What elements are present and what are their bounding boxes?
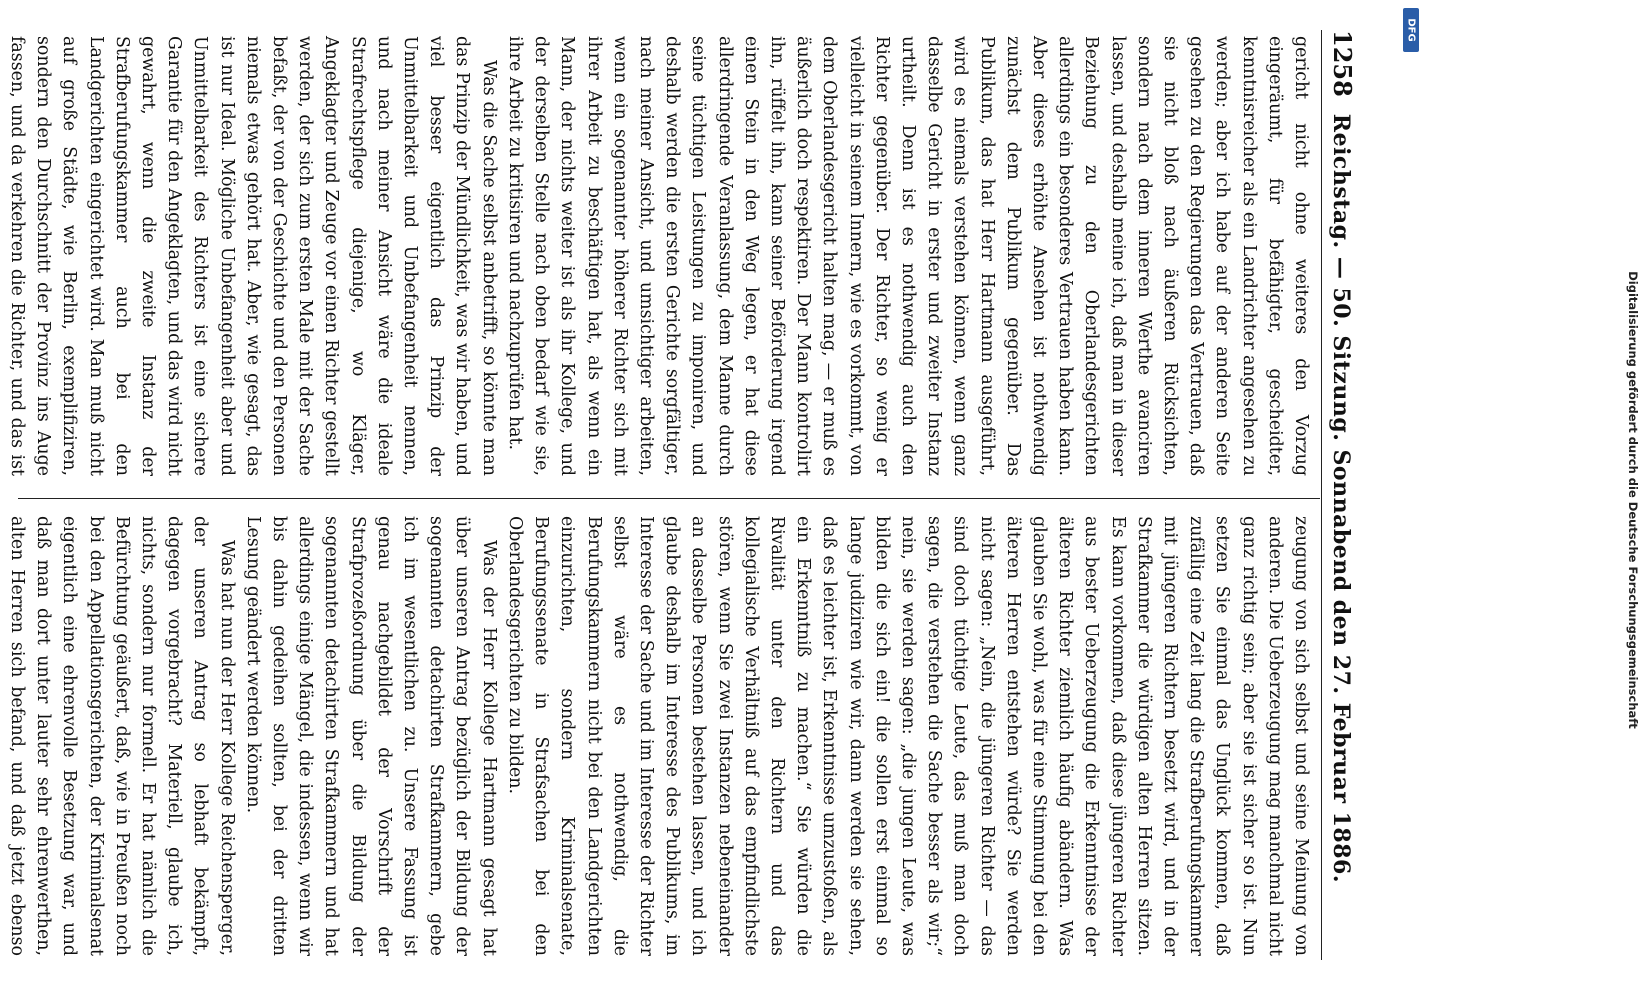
left-paragraph-2: Was die Sache selbst anbetrifft, so könnte man das Prinzip der Mündlichkeit, was wir haben, und viel besser eigentlich das Prinzip der Unmittelbarkeit und Unbefangenheit nennen, und nach meiner Ansicht wäre die ideale Strafrechtspflege diejenige, wo Kläger, Angeklagter und Zeuge vor einen Richter gestellt werden, der sich zum ersten Male mit der Sache befaßt, der von der Geschichte und den Personen niemals etwas gehört hat. Aber, wie gesagt, das ist nur Ideal. Mögliche Unbefangenheit aber und Unmittelbarkeit des Richters ist eine sichere Garantie für den Angeklagten, und das wird nicht gewahrt, wenn die zweite Instanz der Strafberufungskammer auch bei den Landgerichten eingerichtet wird. Man muß nicht auf große Städte, wie Berlin, exemplifiziren, sondern den Durchschnitt der Provinz ins Auge fassen, und da verkehren die Richter, und das ist [7, 36, 499, 476]
dfg-logo [1403, 8, 1419, 52]
digitization-credit [1390, 0, 1640, 1000]
page-header [1321, 30, 1368, 960]
right-paragraph-1: zeugung von sich selbst und seine Meinung von anderen. Die Ueberzeugung mag manchmal nicht ganz richtig sein; aber sie ist sicher so ist. Nun setzen Sie einmal das Unglück kommen, daß zufällig eine Zeit lang die Strafberufungskammer mit jüngeren Richtern besetzt wird, und in der Strafkammer die würdigen alten Herren sitzen. Es kann vorkommen, daß diese jüngeren Richter aus bester Ueberzeugung die Erkenntnisse der älteren Richter ziemlich häufig abändern. Was glauben Sie wohl, was für eine Stimmung bei den älteren Herren entstehen würde? Sie werden nicht sagen: „Nein, die jüngeren Richter — das sind doch tüchtige Leute, das muß man doch sagen, die verstehen die Sache besser als wir;“ nein, sie werden sagen: „die jungen Leute, was bilden die sich ein! die sollen erst einmal so lange judiziren wie wir, dann werden sie sehen, daß es leichter ist, Erkenntnisse umzustoßen, als ein Erkenntniß zu machen.“ Sie würden die Rivalität unter den Richtern und das kollegialische Verhältniß auf das empfindlichste stören, wenn Sie zwei Instanzen nebeneinander an dasselbe Personen bestehen lassen, und ich glaube deshalb im Interesse des Publikums, im Interesse der Sache und im Interesse der Richter selbst wäre es nothwendig, die Berufungskammern nicht bei den Landgerichten einzurichten, sondern Kriminalsenate, Berufungssenate in Strafsachen bei den Oberlandesgerichten zu bilden. [504, 516, 1311, 956]
dfg-logo-text: DFG [1405, 18, 1417, 42]
column-divider [18, 498, 1320, 499]
running-title: Reichstag. — 50. Sitzung. Sonnabend den 27. Februar 1886. [1328, 113, 1354, 883]
right-paragraph-2: Was der Herr Kollege Hartmann gesagt hat über unseren Antrag bezüglich der Bildung der sogenannten detachirten Strafkammern, gebe ich im wesentlichen zu. Unsere Fassung ist genau nachgebildet der Vorschrift der Strafprozeßordnung über die Bildung der sogenannten detachirten Strafkammern und hat allerdings einige Mängel, die indessen, wenn wir bis dahin gedeihen sollten, bei der dritten Lesung geändert werden können. [242, 516, 499, 956]
page-number: 1258 [1328, 30, 1357, 97]
digitization-credit-text: Digitalisierung gefördert durch die Deutsche Forschungsgemeinschaft [1625, 271, 1640, 729]
right-column [7, 516, 1314, 956]
right-paragraph-3: Was hat nun der Herr Kollege Reichensperger, der unseren Antrag so lebhaft bekämpft, dagegen vorgebracht? Materiell, glaube ich, nichts, sondern nur formell. Er hat nämlich die Befürchtung geäußert, daß, wie in Preußen noch bei den Appellationsgerichten, der Kriminalsenat eigentlich eine ehrenvolle Besetzung war, und daß man dort unter lauter sehr ehrenwerthen, alten Herren sich befand, und daß jetzt ebenso [7, 516, 237, 956]
left-column [7, 36, 1314, 476]
left-paragraph-1: gericht nicht ohne weiteres den Vorzug eingeräumt, für befähigter, gescheidter, kenntnisreicher als ein Landrichter angesehen zu werden; aber ich habe auf der anderen Seite gesehen zu den Regierungen das Vertrauen, daß sie nicht bloß nach äußeren Rücksichten, sondern nach dem inneren Werthe avanciren lassen, und deshalb meine ich, daß man in dieser Beziehung zu den Oberlandesgerichten allerdings ein besonderes Vertrauen haben kann. Aber dieses erhöhte Ansehen ist nothwendig zunächst dem Publikum gegenüber. Das Publikum, das hat Herr Hartmann ausgeführt, wird es niemals verstehen können, wenn ganz dasselbe Gericht in erster und zweiter Instanz urtheilt. Denn ist es nothwendig auch den Richter gegenüber. Der Richter, so wenig er vielleicht in seinem Innern, wie es vorkommt, von dem Oberlandesgericht halten mag, — er muß es äußerlich doch respektiren. Der Mann kontrolirt ihn, rüffelt ihn, kann seiner Beförderung irgend einen Stein in den Weg legen, er hat diese allerdringende Veranlassung, dem Manne durch seine tüchtigen Leistungen zu imponiren, und deshalb werden die ersten Gerichte sorgfältiger, nach meiner Ansicht, und umsichtiger arbeiten, wenn ein sogenannter höherer Richter sich mit ihrer Arbeit zu beschäftigen hat, als wenn ein Mann, der nichts weiter ist als ihr Kollege, und der derselben Stelle nach oben bedarf wie sie, ihre Arbeit zu kritisiren und nachzuprüfen hat. [504, 36, 1311, 476]
